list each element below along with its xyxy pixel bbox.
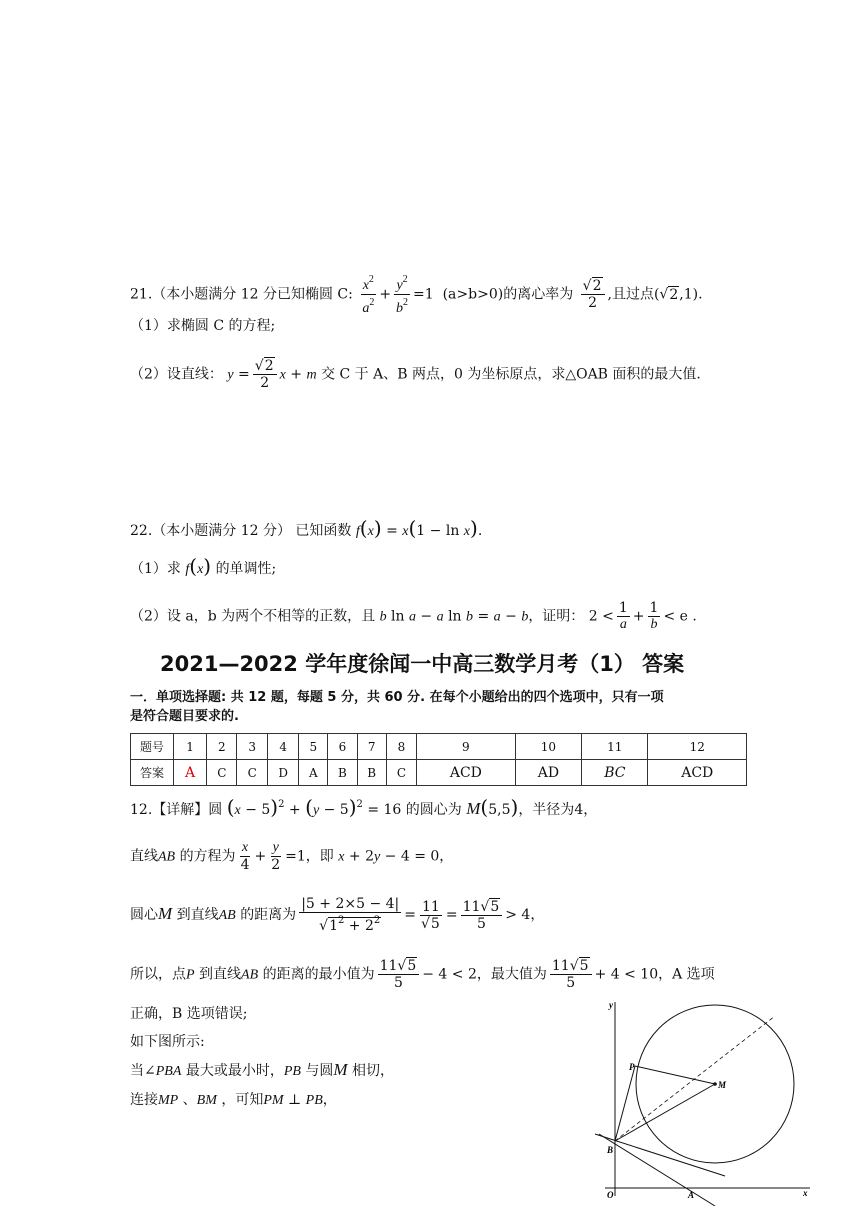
section-heading: 一．单项选择题: 共 12 题，每题 5 分，共 60 分. 在每个小题给出的四个选项中，只有一项 [130, 690, 664, 705]
label-o: O [607, 1190, 614, 1200]
solution-line7: 当∠PBA 最大或最小时，PB 与圆M 相切， [130, 1060, 395, 1079]
table-cell: 1 [174, 734, 207, 760]
q22-part2: （2）设 a，b 为两个不相等的正数，且 b ln a − a ln b = a − b，证明： 2 < $\frac{1}{a}$ + $\frac{1}{b}$ < e . [130, 600, 697, 632]
eccentricity-value: $\frac{√2}{2}$ [581, 278, 605, 311]
solution-line1: 12.【详解】圆 $(x - 5)^2 + (y - 5)^2 = 16$ 的圆心为 M(5,5)，半径为4， [130, 795, 598, 819]
q22-line1: 22.（本小题满分 12 分） 已知函数 f(x) = x(1 − ln x). [130, 516, 483, 540]
tangent-upper [615, 1066, 635, 1141]
solution-line2: 直线AB 的方程为 $\frac{x}{4}$ + $\frac{y}{2}$ =1，即 x + 2y − 4 = 0， [130, 840, 454, 873]
table-cell: B [328, 760, 357, 786]
table-cell: C [237, 760, 267, 786]
point-m [713, 1082, 717, 1086]
label-a: A [688, 1190, 695, 1200]
table-cell: ACD [417, 760, 515, 786]
table-cell: 11 [582, 734, 648, 760]
table-cell: 12 [648, 734, 747, 760]
ellipse-y-term: $\frac{y^2}{b^2}$ [396, 274, 409, 316]
line-ab [599, 1134, 715, 1206]
table-cell: A [174, 760, 207, 786]
table-cell: C [386, 760, 416, 786]
ellipse-x-term: $\frac{x^2}{a^2}$ [362, 274, 375, 316]
solution-line4: 所以，点P 到直线AB 的距离的最小值为 $\frac{11√5}{5}$ − 4 < 2，最大值为 $\frac{11√5}{5}$ + 4 < 10，A 选项 [130, 958, 715, 991]
table-cell: 10 [515, 734, 582, 760]
table-cell: 9 [417, 734, 515, 760]
q21-part1: （1）求椭圆 C 的方程; [130, 318, 276, 334]
label-p: P [629, 1062, 635, 1072]
table-cell: 2 [207, 734, 237, 760]
q21-condition: (a>b>0)的离心率为 [442, 286, 574, 303]
answer-table [130, 733, 747, 786]
label-b: B [607, 1145, 614, 1155]
solution-line8: 连接MP 、BM ，可知PM ⊥ PB， [130, 1092, 337, 1108]
geometry-figure [585, 996, 820, 1206]
table-cell: D [267, 760, 299, 786]
label-x: x [803, 1188, 808, 1198]
table-cell: 5 [299, 734, 328, 760]
table-row-numbers [131, 734, 747, 760]
row-label-answer: 答案 [131, 760, 174, 786]
solution-line6: 如下图所示: [130, 1034, 205, 1050]
segment-pm [635, 1066, 715, 1084]
table-cell: ACD [648, 760, 747, 786]
table-cell: B [357, 760, 386, 786]
q22-part1: （1）求 f(x) 的单调性; [130, 554, 277, 578]
q21-part2: （2）设直线： y = $\frac{√2}{2}$ x + m 交 C 于 A、B 两点，0 为坐标原点，求△OAB 面积的最大值. [130, 358, 701, 391]
table-cell: 7 [357, 734, 386, 760]
table-cell: 4 [267, 734, 299, 760]
section-heading-cont: 是符合题目要求的. [130, 709, 239, 724]
label-m: M [718, 1080, 727, 1090]
table-cell: 6 [328, 734, 357, 760]
q21-line1: 21.（本小题满分 12 分已知椭圆 C: $\frac{x^2}{a^2}$ + $\frac{y^2}{b^2}$ =1 (a>b>0)的离心率为 $\frac{√2}{2}$ ,且过点(√2,1). [130, 274, 703, 316]
segment-bm [615, 1084, 715, 1141]
answer-title: 2021—2022 学年度徐闻一中高三数学月考（1） 答案 [160, 652, 685, 676]
q21-lead: 21.（本小题满分 12 分已知椭圆 C: [130, 286, 353, 303]
table-row-answers [131, 760, 747, 786]
table-cell: 3 [237, 734, 267, 760]
table-cell: AD [515, 760, 582, 786]
table-cell: 8 [386, 734, 416, 760]
solution-line5: 正确，B 选项错误; [130, 1006, 248, 1022]
solution-line3: 圆心M 到直线AB 的距离为 $\frac{|5 + 2\times 5 - 4|}{√1^2 + 2^2}$ = $\frac{11}{√5}$ = $\frac{11√5}{5}$ > 4， [130, 896, 545, 934]
line-bm-dashed [615, 1016, 775, 1141]
row-label-number: 题号 [131, 734, 174, 760]
table-cell: A [299, 760, 328, 786]
slope-fraction: $\frac{√2}{2}$ [253, 358, 277, 391]
table-cell: BC [582, 760, 648, 786]
table-cell: C [207, 760, 237, 786]
label-y: y [609, 1000, 613, 1010]
